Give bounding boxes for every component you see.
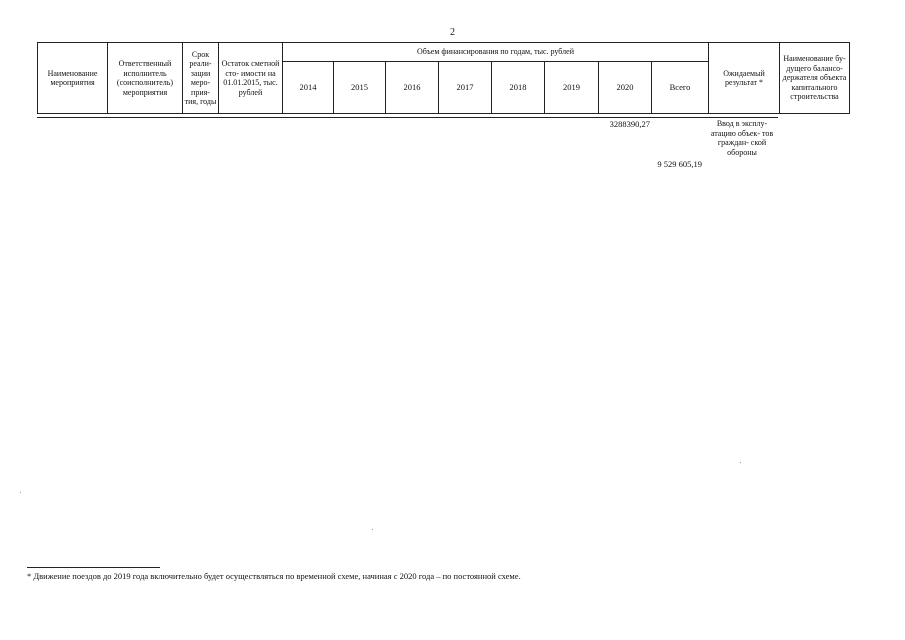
header-funding-group: Объем финансирования по годам, тыс. рублей: [283, 43, 709, 62]
header-executor: Ответственный исполнитель (соисполнитель) мероприятия: [108, 43, 183, 114]
header-year: 2017: [439, 62, 492, 114]
amount-2020: 3288390,27: [609, 119, 650, 129]
financing-table: [37, 42, 850, 114]
header-year: 2018: [492, 62, 545, 114]
header-year: 2016: [386, 62, 439, 114]
header-year: 2019: [545, 62, 599, 114]
total-amount: 9 529 605,19: [657, 159, 702, 169]
footnote: * Движение поездов до 2019 года включительно будет осуществляться по временной схеме, начиная с 2020 года – по постоянной схеме.: [27, 571, 521, 581]
header-year: 2015: [334, 62, 386, 114]
footnote-divider: [27, 567, 160, 568]
scan-speck: [740, 462, 741, 463]
expected-result-text: Ввод в эксплу- атацию объек- тов граждан- ской обороны: [710, 119, 774, 157]
header-name: Наименование мероприятия: [38, 43, 108, 114]
header-total: Всего: [652, 62, 709, 114]
header-remaining-cost: Остаток сметной сто- имости на 01.01.2015, тыс. рублей: [219, 43, 283, 114]
header-year: 2014: [283, 62, 334, 114]
header-expected-result: Ожидаемый результат *: [709, 43, 780, 114]
header-period: Срок реали- зации меро- прия- тия, годы: [183, 43, 219, 114]
header-year: 2020: [599, 62, 652, 114]
table-bottom-rule: [37, 117, 778, 118]
scan-speck: [372, 529, 373, 530]
scan-speck: [20, 492, 21, 493]
header-future-holder: Наименование бу- дущего балансо- держателя объекта капитального строительства: [780, 43, 850, 114]
page-number: 2: [450, 27, 455, 38]
